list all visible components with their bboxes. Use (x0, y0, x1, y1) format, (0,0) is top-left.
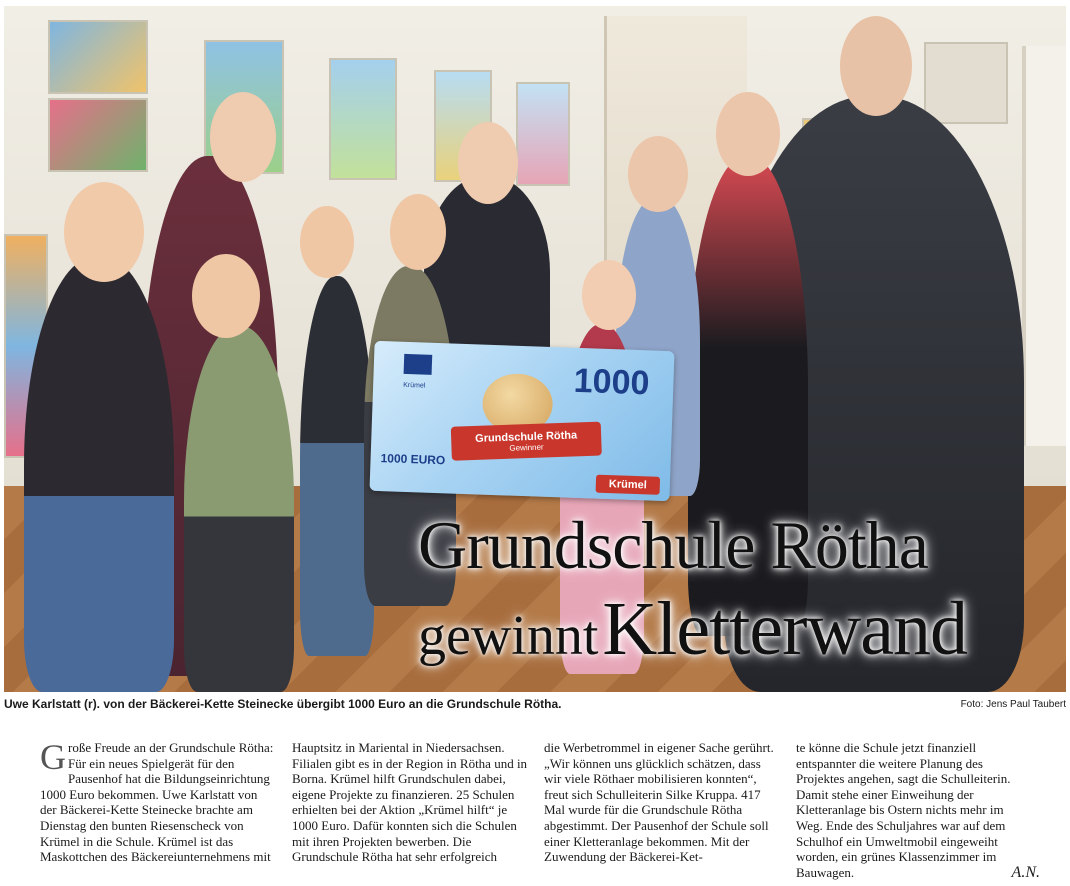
person-head (628, 136, 688, 212)
check-amount-text: 1000 EURO (380, 451, 446, 468)
photo-caption (4, 697, 1066, 715)
child-girl-left (24, 256, 174, 692)
article-author: A.N. (1011, 864, 1040, 881)
eu-flag-icon (404, 354, 433, 375)
person-head (210, 92, 276, 182)
wall-drawing (516, 82, 570, 186)
headline-line2 (418, 586, 967, 673)
headline-line1: Grundschule Rötha (418, 507, 928, 583)
person-head (390, 194, 446, 270)
person-head (582, 260, 636, 330)
wall-drawing (48, 20, 148, 94)
photo-credit: Foto: Jens Paul Taubert (960, 699, 1066, 710)
headline-word-small: gewinnt (418, 605, 599, 667)
caption-text: Uwe Karlstatt (r). von der Bäckerei-Kette Steinecke übergibt 1000 Euro an die Grundschule Rötha. (4, 697, 562, 711)
article-column-1 (40, 737, 276, 865)
person-head (458, 122, 518, 204)
wall-drawing (924, 42, 1008, 124)
article-column-3: die Werbetrommel in eigener Sache gerührt. „Wir können uns glücklich schätzen, dass wir viele Röthaer mobilisieren konnten“, freut sich Schulleiterin Silke Kruppa. 417 Mal wurde für die Grundschule Rötha abgestimmt. Der Pausenhof der Schule soll einer Kletteranlage bekommen. Mit der Zuwendung der Bäckerei-Ket- (544, 740, 774, 865)
photo (4, 6, 1066, 692)
person-head (300, 206, 354, 278)
photo-window (1022, 46, 1066, 446)
check-small-brand: Krümel (403, 381, 426, 390)
article-body (40, 737, 1040, 882)
check-school: Grundschule Rötha (474, 428, 578, 445)
article-column-4: te könne die Schule jetzt finanziell entspannter die weitere Planung des Projektes angehen, sagt die Schulleiterin. Damit stehe einer Einweihung der Kletteranlage bis Ostern nichts mehr im Weg. Ende des Schuljahres war auf dem Schulhof ein Umweltmobil eingeweiht worden, ein grünes Klassenzimmer im Bauwagen. (796, 740, 1011, 880)
article-column-2: Hauptsitz in Mariental in Niedersachsen. Filialen gibt es in der Region in Rötha und in Borna. Krümel hilft Grundschulen dabei, eigene Projekte zu finanzieren. 25 Schulen erhielten bei der Aktion „Krümel hilft“ je 1000 Euro. Dafür konnten sich die Schulen mit ihren Projekten bewerben. Die Grundschule Rötha hat sehr erfolgreich (292, 740, 528, 865)
giant-check (369, 341, 674, 501)
check-banner (451, 422, 602, 461)
child-boy-green (184, 326, 294, 692)
headline-word-big: Kletterwand (602, 587, 968, 671)
person-head (716, 92, 780, 176)
wall-drawing (329, 58, 397, 180)
check-winner: Gewinner (509, 442, 544, 453)
article-column-1-text: roße Freude an der Grundschule Rötha: Für ein neues Spielgerät für den Pausenhof hat die Bildungseinrichtung 1000 Euro bekommen. Uwe Karlstatt von der Bäckerei-Kette Steinecke brachte am Dienstag den bunten Riesenscheck von Krümel in die Schule. Krümel ist das Maskottchen des Bäckereiunternehmens mit (40, 740, 274, 865)
person-head (64, 182, 144, 282)
child-boy-dark (300, 276, 374, 656)
person-head (192, 254, 260, 338)
person-head (840, 16, 912, 116)
check-amount: 1000 (573, 361, 651, 403)
wall-drawing (48, 98, 148, 172)
article-dropcap: G (40, 737, 66, 777)
check-brand-logo: Krümel (596, 475, 661, 495)
